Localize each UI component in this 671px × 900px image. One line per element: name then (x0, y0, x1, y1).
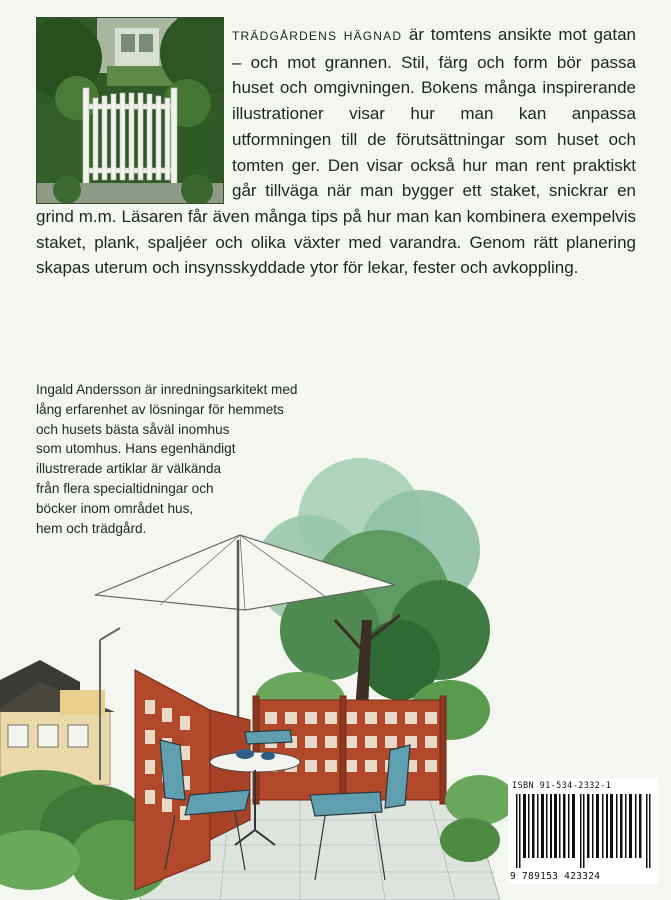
barcode-area (508, 778, 658, 884)
ean-number: 9 789153 423324 (510, 871, 601, 882)
house-left (0, 660, 115, 785)
photo-wrap-space (36, 22, 232, 200)
author-bio: Ingald Andersson är inredningsarkitekt med lång erfarenhet av lösningar för hemmets och husets bästa såväl inomhus som utomhus. Hans egenhändigt illustrerade artiklar är välkända från flera specialtidningar och böcker inom området hus, hem och trädgård. (36, 382, 298, 536)
description-text (36, 22, 636, 281)
description-body: är tomtens ansikte mot gatan – och mot grannen. Stil, färg och form bör passa huset och omgivningen. Bokens många inspirerande illustrationer visar hur man kan anpassa utformningen till de förutsättningar som huset och tomten ger. Den visar också hur man rent praktiskt går tillväga när man bygger ett staket, snickrar en grind m.m. Läsaren får även många tips på hur man kan kombinera exempelvis staket, plank, spaljéer och olika växter med varandra. Genom rätt planering skapas uterum och insynsskyddade ytor för lekar, fester och avkoppling. (36, 25, 636, 278)
isbn-number: ISBN 91-534-2332-1 (512, 781, 612, 791)
description-lead: TRÄDGÅRDENS HÄGNAD (232, 29, 403, 43)
barcode-bars (516, 794, 652, 868)
